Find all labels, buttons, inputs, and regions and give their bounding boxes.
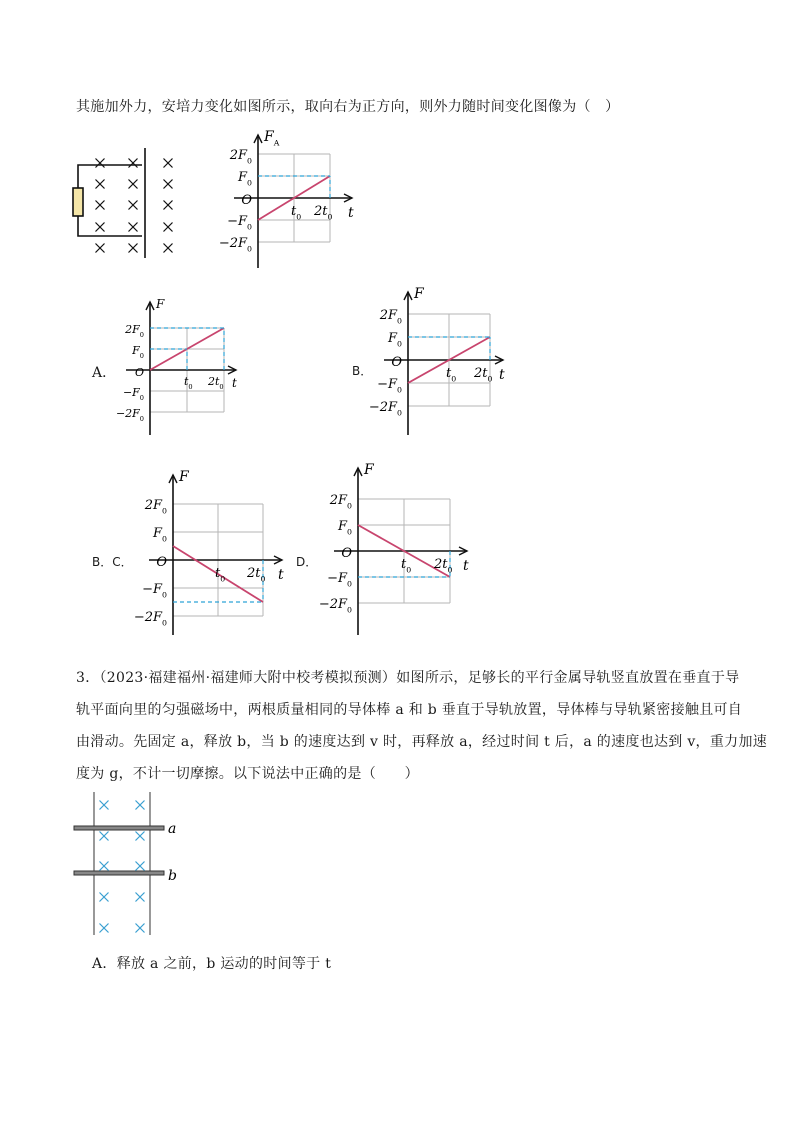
- y-axis-label: F: [414, 286, 424, 302]
- intro-line: 其施加外力，安培力变化如图所示，取向右为正方向，则外力随时间变化图像为（ ）: [76, 99, 620, 115]
- tick-label: $-2F_0$: [115, 407, 144, 423]
- rod-b: [74, 871, 164, 875]
- question3-line4: 度为 g，不计一切摩擦。以下说法中正确的是（ ）: [76, 766, 419, 782]
- question3-line2: 轨平面向里的匀强磁场中，两根质量相同的导体棒 a 和 b 垂直于导轨放置，导体棒与导轨紧密接触且可自: [76, 702, 743, 718]
- rod-b-label: b: [168, 868, 177, 884]
- tick-label: $-F_0$: [327, 571, 352, 589]
- tick-label: $-F_0$: [142, 582, 167, 600]
- y-axis-label: F: [156, 297, 165, 311]
- y-axis-label: $F_A$: [264, 129, 280, 148]
- tick-label: $-2F_0$: [133, 610, 167, 628]
- tick-label: $t_0$: [401, 557, 412, 575]
- tick-label: $F_0$: [238, 170, 252, 188]
- tick-label: $F_0$: [338, 519, 352, 537]
- option-label-d: D．: [296, 555, 318, 569]
- tick-label: $2F_0$: [329, 493, 352, 511]
- tick-label: $F_0$: [388, 331, 402, 349]
- tick-label: $-2F_0$: [368, 400, 402, 418]
- tick-label: $-F_0$: [122, 386, 144, 402]
- x-axis-label: t: [499, 367, 505, 383]
- question3-option-a: A．释放 a 之前，b 运动的时间等于 t: [92, 956, 332, 972]
- option-label-bc: B．C．: [92, 555, 133, 569]
- origin-label: O: [391, 355, 402, 370]
- tick-label: $2t_0$: [474, 366, 493, 384]
- x-axis-label: t: [463, 558, 469, 574]
- origin-label: O: [134, 366, 144, 379]
- tick-label: $t_0$: [446, 366, 457, 384]
- origin-label: O: [241, 193, 252, 208]
- origin-label: O: [156, 555, 167, 570]
- tick-label: $-F_0$: [227, 214, 252, 232]
- question3-line3: 由滑动。先固定 a，释放 b，当 b 的速度达到 v 时，再释放 a，经过时间 t 后，a 的速度也达到 v，重力加速: [76, 734, 768, 750]
- tick-label: $-2F_0$: [318, 597, 352, 615]
- tick-label: $t_0$: [215, 566, 226, 584]
- tick-label: $2t_0$: [314, 204, 333, 222]
- tick-label: $F_0$: [132, 344, 144, 360]
- tick-label: $-2F_0$: [218, 236, 252, 254]
- y-axis-label: F: [364, 462, 374, 478]
- x-axis-label: t: [278, 567, 284, 583]
- tick-label: $2F_0$: [229, 148, 252, 166]
- tick-label: $F_0$: [153, 526, 167, 544]
- rod-a-label: a: [168, 821, 177, 837]
- tick-label: $2t_0$: [434, 557, 453, 575]
- option-label-a: A．: [92, 365, 117, 381]
- tick-label: $2F_0$: [125, 323, 144, 339]
- x-axis-label: t: [348, 205, 354, 221]
- origin-label: O: [341, 546, 352, 561]
- rod-a: [74, 826, 164, 830]
- tick-label: $-F_0$: [377, 377, 402, 395]
- tick-label: $2F_0$: [144, 498, 167, 516]
- tick-label: $t_0$: [184, 375, 193, 391]
- y-axis-label: F: [179, 469, 189, 485]
- tick-label: $t_0$: [291, 204, 302, 222]
- question3-line1: 3．（2023·福建福州·福建师大附中校考模拟预测）如图所示，足够长的平行金属导轨竖直放置在垂直于导: [76, 670, 740, 686]
- x-axis-label: t: [232, 376, 237, 390]
- tick-label: $2t_0$: [247, 566, 266, 584]
- option-label-b: B．: [352, 364, 373, 378]
- tick-label: $2t_0$: [208, 375, 224, 391]
- tick-label: $2F_0$: [379, 308, 402, 326]
